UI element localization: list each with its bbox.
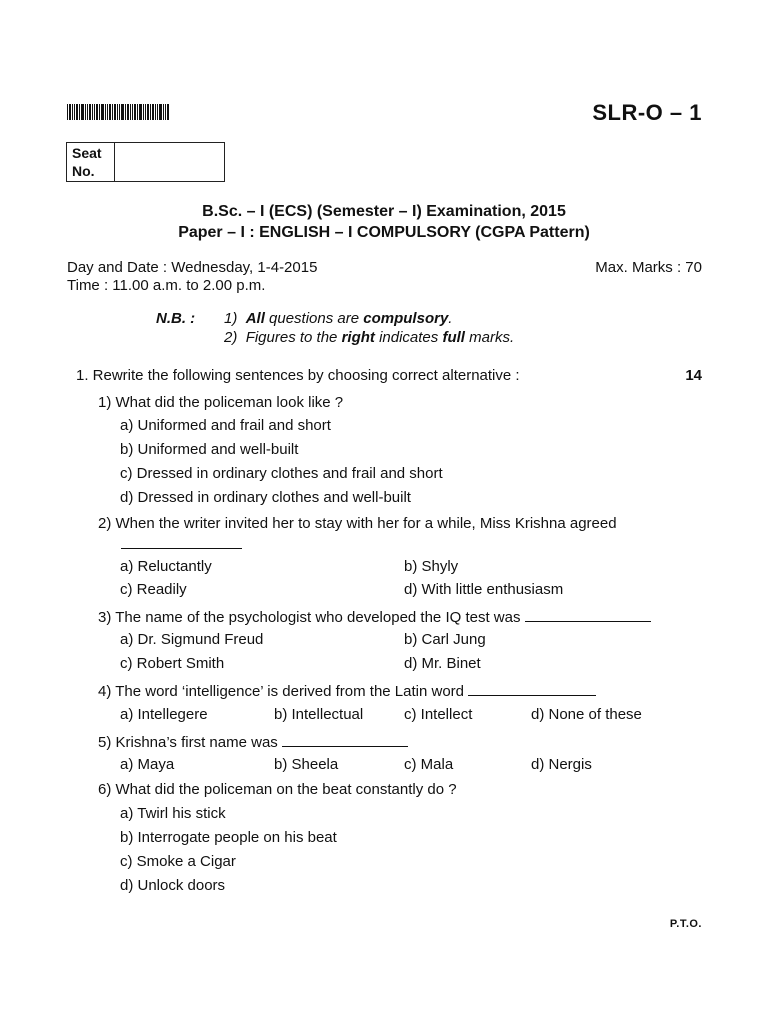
day-date: Day and Date : Wednesday, 1-4-2015 xyxy=(67,259,318,276)
subquestion-2-text: 2) When the writer invited her to stay with her for a while, Miss Krishna agreed xyxy=(98,515,617,532)
seat-label-line1: Seat xyxy=(72,145,102,161)
subquestion-5-blank xyxy=(282,732,408,747)
nb-label: N.B. : xyxy=(156,310,196,327)
subquestion-5-label: 5) Krishna’s first name was xyxy=(98,734,278,751)
subquestion-1-option-c: c) Dressed in ordinary clothes and frail and short xyxy=(120,465,443,482)
nb-note-1-mid: questions are xyxy=(264,310,364,327)
subquestion-3-option-c: c) Robert Smith xyxy=(120,655,225,672)
seat-label-line2: No. xyxy=(72,163,95,179)
subquestion-4-option-c: c) Intellect xyxy=(404,706,473,723)
subquestion-6-option-b: b) Interrogate people on his beat xyxy=(120,829,337,846)
nb-note-1-number: 1) xyxy=(224,310,238,327)
seat-label xyxy=(67,143,115,181)
seat-number-field[interactable] xyxy=(115,143,224,181)
subquestion-6-text: 6) What did the policeman on the beat constantly do ? xyxy=(98,781,457,798)
subquestion-3-blank xyxy=(525,607,651,622)
nb-note-2-end: marks. xyxy=(464,329,515,346)
nb-note-1-bold-all: All xyxy=(245,310,265,327)
paper-title: Paper – I : ENGLISH – I COMPULSORY (CGPA Pattern) xyxy=(178,224,590,241)
subquestion-3-text xyxy=(98,607,651,626)
subquestion-2-option-a: a) Reluctantly xyxy=(120,558,212,575)
seat-number-box xyxy=(66,142,225,182)
subquestion-4-option-b: b) Intellectual xyxy=(274,706,364,723)
exam-title: B.Sc. – I (ECS) (Semester – I) Examination, 2015 xyxy=(202,203,566,220)
nb-note-2-bold-right: right xyxy=(341,329,375,346)
subquestion-3-option-a: a) Dr. Sigmund Freud xyxy=(120,631,264,648)
nb-note-1-end: . xyxy=(448,310,453,327)
nb-note-2-start: Figures to the xyxy=(245,329,342,346)
subquestion-1-option-a: a) Uniformed and frail and short xyxy=(120,417,331,434)
subquestion-5-option-c: c) Mala xyxy=(404,756,454,773)
subquestion-2-option-c: c) Readily xyxy=(120,581,187,598)
subquestion-4-text xyxy=(98,681,596,700)
subquestion-2-blank xyxy=(121,534,242,549)
subquestion-1-option-b: b) Uniformed and well-built xyxy=(120,441,299,458)
subquestion-2-option-b: b) Shyly xyxy=(404,558,459,575)
question-1-marks: 14 xyxy=(685,367,702,384)
subquestion-1-text: 1) What did the policeman look like ? xyxy=(98,394,344,411)
nb-note-1-bold-compulsory: compulsory xyxy=(363,310,449,327)
subquestion-3-option-b: b) Carl Jung xyxy=(404,631,486,648)
subquestion-4-option-d: d) None of these xyxy=(531,706,642,723)
exam-time: Time : 11.00 a.m. to 2.00 p.m. xyxy=(67,277,266,294)
barcode xyxy=(67,104,169,120)
subquestion-4-label: 4) The word ‘intelligence’ is derived from the Latin word xyxy=(98,683,465,700)
paper-code: SLR-O – 1 xyxy=(592,100,702,125)
subquestion-5-option-b: b) Sheela xyxy=(274,756,339,773)
nb-note-2-bold-full: full xyxy=(442,329,465,346)
nb-note-1 xyxy=(224,310,452,327)
subquestion-6-option-a: a) Twirl his stick xyxy=(120,805,226,822)
nb-note-2-number: 2) xyxy=(224,329,238,346)
subquestion-1-option-d: d) Dressed in ordinary clothes and well-built xyxy=(120,489,411,506)
subquestion-6-option-c: c) Smoke a Cigar xyxy=(120,853,236,870)
please-turn-over: P.T.O. xyxy=(669,918,702,930)
subquestion-5-option-a: a) Maya xyxy=(120,756,175,773)
subquestion-5-option-d: d) Nergis xyxy=(531,756,592,773)
subquestion-3-label: 3) The name of the psychologist who developed the IQ test was xyxy=(98,609,521,626)
question-1-text: 1. Rewrite the following sentences by choosing correct alternative : xyxy=(76,367,520,384)
subquestion-3-option-d: d) Mr. Binet xyxy=(404,655,481,672)
nb-note-2-mid: indicates xyxy=(374,329,443,346)
subquestion-6-option-d: d) Unlock doors xyxy=(120,877,226,894)
subquestion-2-option-d: d) With little enthusiasm xyxy=(404,581,564,598)
subquestion-4-blank xyxy=(468,681,596,696)
max-marks: Max. Marks : 70 xyxy=(595,259,702,276)
subquestion-5-text xyxy=(98,732,408,751)
subquestion-4-option-a: a) Intellegere xyxy=(120,706,208,723)
nb-note-2 xyxy=(224,329,514,346)
